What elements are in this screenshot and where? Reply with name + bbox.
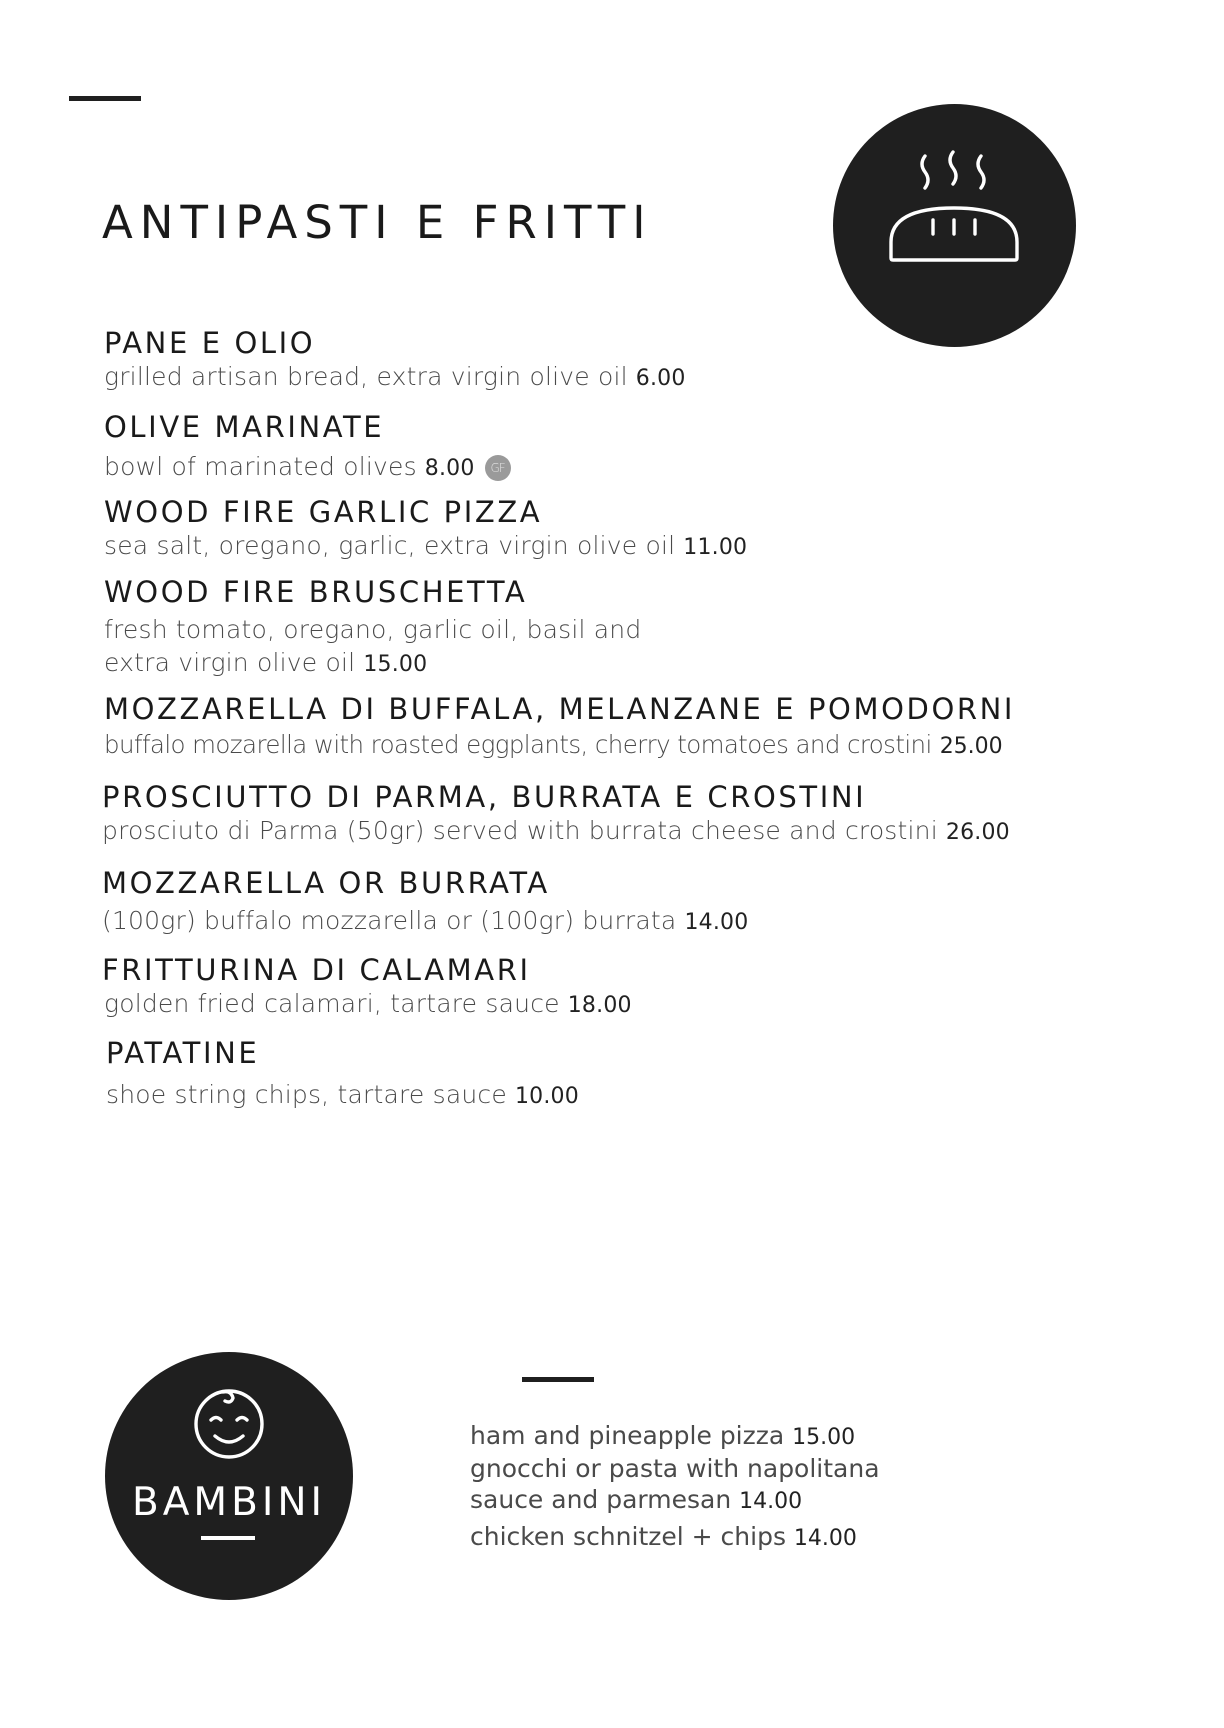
- item-price: 18.00: [567, 993, 632, 1018]
- item-name: OLIVE MARINATE: [104, 410, 385, 444]
- menu-item-olive-marinate: [104, 410, 1144, 485]
- kids-item: [470, 1484, 880, 1517]
- item-description: [102, 987, 1142, 1022]
- menu-item-pane-e-olio: [104, 326, 1144, 395]
- menu-item-garlic-pizza: [104, 495, 1144, 564]
- kids-badge-circle: [105, 1352, 353, 1600]
- kids-label-underline: [201, 1536, 255, 1540]
- item-description-line2: [104, 646, 1144, 681]
- menu-item-calamari: [102, 953, 1142, 1022]
- item-name: PROSCIUTTO DI PARMA, BURRATA E CROSTINI: [102, 780, 867, 814]
- menu-item-patatine: [106, 1036, 1146, 1113]
- kids-item: [470, 1521, 880, 1554]
- item-description: [102, 904, 1142, 939]
- item-desc-text: (100gr) buffalo mozzarella or (100gr) burrata: [102, 906, 677, 935]
- item-price: 11.00: [683, 535, 748, 560]
- item-price: 26.00: [945, 820, 1010, 845]
- item-desc-text: grilled artisan bread, extra virgin olive oil: [104, 362, 628, 391]
- item-description: [102, 814, 1142, 849]
- item-price: 8.00: [424, 456, 475, 481]
- menu-item-bruschetta: [104, 575, 1144, 681]
- item-price: 10.00: [514, 1084, 579, 1109]
- item-price: 25.00: [939, 734, 1003, 759]
- item-name: WOOD FIRE GARLIC PIZZA: [104, 495, 543, 529]
- item-description: [104, 529, 1144, 564]
- kids-menu-list: [470, 1420, 880, 1554]
- kids-item-price: 15.00: [792, 1425, 856, 1450]
- menu-item-prosciutto: [102, 780, 1142, 849]
- kids-item-text: sauce and parmesan: [470, 1485, 732, 1514]
- kids-section-title: BAMBINI: [131, 1480, 327, 1525]
- child-face-icon: [105, 1352, 353, 1600]
- item-description-line1: fresh tomato, oregano, garlic oil, basil and: [104, 615, 642, 644]
- item-description: [104, 360, 1144, 395]
- item-desc-text: shoe string chips, tartare sauce: [106, 1080, 507, 1109]
- item-name: PANE E OLIO: [104, 326, 316, 360]
- item-name: MOZZARELLA DI BUFFALA, MELANZANE E POMODORNI: [104, 692, 1016, 726]
- kids-item-text: ham and pineapple pizza: [470, 1421, 785, 1450]
- menu-item-mozzarella-buffala: [104, 692, 1144, 763]
- kids-item-line1: gnocchi or pasta with napolitana: [470, 1454, 880, 1483]
- gluten-free-badge: GF: [485, 455, 511, 481]
- item-desc-text: sea salt, oregano, garlic, extra virgin olive oil: [104, 531, 676, 560]
- item-desc-text: buffalo mozarella with roasted eggplants, cherry tomatoes and crostini: [104, 730, 932, 759]
- item-description: [106, 1078, 1146, 1113]
- bread-icon-circle: [833, 104, 1076, 347]
- kids-item-price: 14.00: [739, 1489, 803, 1514]
- item-price: 6.00: [635, 366, 686, 391]
- kids-item: [470, 1420, 880, 1453]
- kids-item-text: chicken schnitzel + chips: [470, 1522, 786, 1551]
- item-desc-text: prosciuto di Parma (50gr) served with burrata cheese and crostini: [102, 816, 938, 845]
- menu-item-mozzarella-burrata: [102, 866, 1142, 939]
- top-dash: [69, 96, 141, 101]
- item-name: PATATINE: [106, 1036, 260, 1070]
- item-desc-text: bowl of marinated olives: [104, 452, 417, 481]
- kids-dash: [522, 1377, 594, 1382]
- section-title: ANTIPASTI E FRITTI: [102, 196, 653, 249]
- item-price: 14.00: [684, 910, 749, 935]
- bread-steam-icon: [833, 104, 1076, 347]
- item-description: [104, 450, 1144, 485]
- item-description: [104, 728, 1144, 763]
- kids-item-price: 14.00: [793, 1526, 857, 1551]
- item-name: FRITTURINA DI CALAMARI: [102, 953, 531, 987]
- item-desc-text: golden fried calamari, tartare sauce: [104, 989, 560, 1018]
- item-name: MOZZARELLA OR BURRATA: [102, 866, 550, 900]
- item-price: 15.00: [363, 652, 428, 677]
- item-desc-text: extra virgin olive oil: [104, 648, 356, 677]
- item-name: WOOD FIRE BRUSCHETTA: [104, 575, 528, 609]
